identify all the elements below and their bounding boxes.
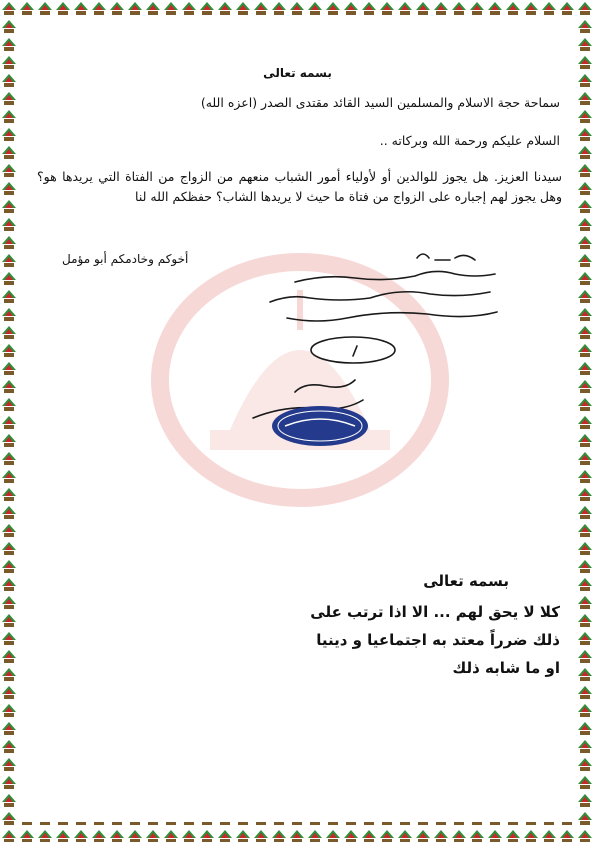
answer-line: ذلك ضرراً معتد به اجتماعيا و دينيا [316, 631, 560, 649]
answer-heading: بسمه تعالى [423, 572, 509, 590]
answer-body [200, 598, 560, 682]
letter-signature: أخوكم وخادمكم أبو مؤمل [62, 252, 189, 266]
answer-line: كلا لا يحق لهم ... الا اذا ترتب على [310, 603, 560, 621]
answer-line: او ما شابه ذلك [452, 659, 560, 677]
handwritten-signature [205, 248, 505, 458]
letter-heading: بسمه تعالى [263, 66, 332, 80]
letter-addressee: سماحة حجة الاسلام والمسلمين السيد القائد مقتدى الصدر (اعزه الله) [200, 95, 560, 110]
letter-greeting: السلام عليكم ورحمة الله وبركاته .. [379, 133, 560, 148]
letter-question: سيدنا العزيز. هل يجوز للوالدين أو لأولياء أمور الشباب منعهم من الزواج من الفتاة التي يريدها هو؟ وهل يجوز لهم إجباره على الزواج من فتاة ما حيث لا يريدها الشاب؟ حفظكم الله لنا [37, 169, 562, 204]
